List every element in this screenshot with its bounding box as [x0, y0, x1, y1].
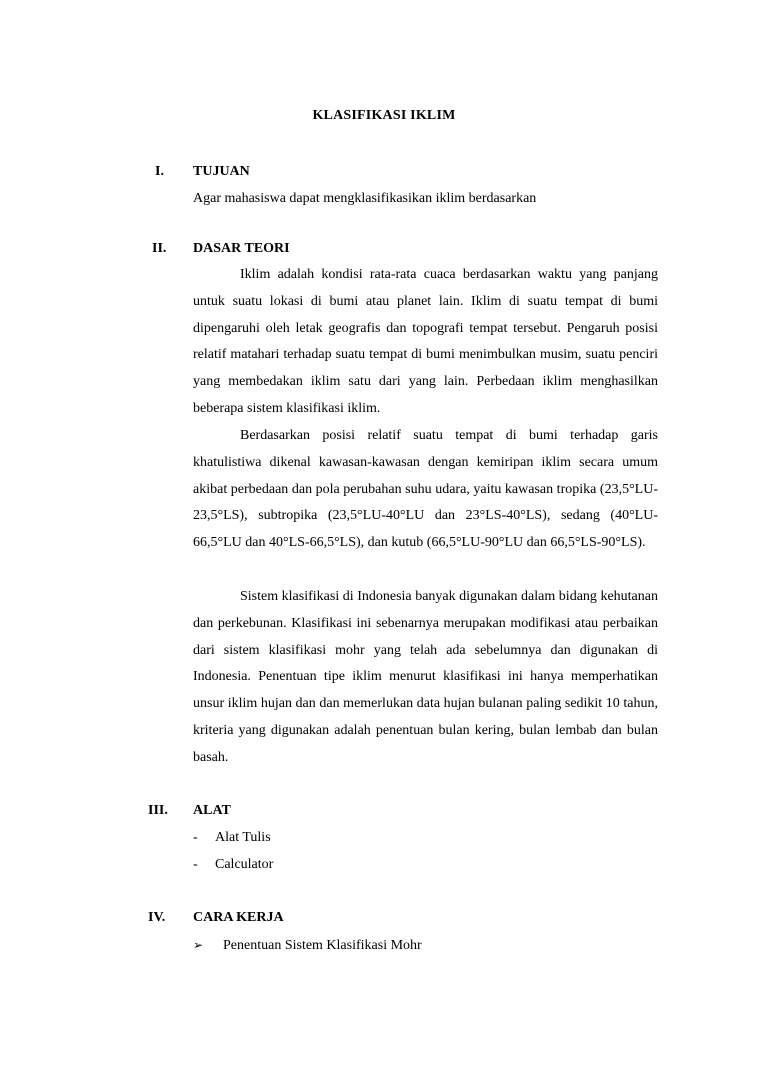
section-number-3: III. — [148, 803, 168, 818]
alat-item-label: Alat Tulis — [215, 830, 271, 845]
section-heading-dasar-teori: DASAR TEORI — [193, 241, 290, 256]
document-title: KLASIFIKASI IKLIM — [312, 108, 456, 123]
list-item — [193, 857, 273, 873]
dash-bullet: - — [193, 857, 198, 872]
list-item — [193, 938, 422, 954]
tujuan-text: Agar mahasiswa dapat mengklasifikasikan iklim berdasarkan — [193, 191, 537, 206]
section-heading-cara-kerja: CARA KERJA — [193, 910, 284, 925]
dasar-teori-paragraph-1: Iklim adalah kondisi rata-rata cuaca berdasarkan waktu yang panjang untuk suatu lokasi di bumi atau planet lain. Iklim di suatu tempat di bumi dipengaruhi oleh letak geografis dan topografi tempat tersebut. Pengaruh posisi relatif matahari terhadap suatu tempat di bumi menimbulkan musim, suatu penciri yang membedakan iklim satu dari yang lain. Perbedaan iklim menghasilkan beberapa sistem klasifikasi iklim. — [193, 267, 658, 416]
section-heading-tujuan: TUJUAN — [193, 164, 250, 179]
list-item — [193, 830, 271, 846]
dasar-teori-paragraph-2: Berdasarkan posisi relatif suatu tempat di bumi terhadap garis khatulistiwa dikenal kawasan-kawasan dengan kemiripan iklim secara umum akibat perbedaan dan pola perubahan suhu udara, yaitu kawasan tropika (23,5°LU-23,5°LS), subtropika (23,5°LU-40°LU dan 23°LS-40°LS), sedang (40°LU-66,5°LU dan 40°LS-66,5°LS), dan kutub (66,5°LU-90°LU dan 66,5°LS-90°LS). — [193, 428, 658, 551]
dasar-teori-paragraph-3: Sistem klasifikasi di Indonesia banyak digunakan dalam bidang kehutanan dan perkebunan. Klasifikasi ini sebenarnya merupakan modifikasi atau perbaikan dari sistem klasifikasi mohr yang telah ada sebelumnya dan digunakan di Indonesia. Penentuan tipe iklim menurut klasifikasi ini hanya memperhatikan unsur iklim hujan dan dan memerlukan data hujan bulanan paling sedikit 10 tahun, kriteria yang digunakan adalah penentuan bulan kering, bulan lembab dan bulan basah. — [193, 589, 658, 765]
alat-item-label: Calculator — [215, 857, 274, 872]
section-number-2: II. — [152, 241, 167, 256]
arrow-bullet-icon: ➢ — [193, 938, 204, 952]
dash-bullet: - — [193, 830, 198, 845]
section-heading-alat: ALAT — [193, 803, 231, 818]
section-number-1: I. — [155, 164, 164, 179]
cara-kerja-item-label: Penentuan Sistem Klasifikasi Mohr — [223, 938, 422, 953]
section-number-4: IV. — [148, 910, 166, 925]
